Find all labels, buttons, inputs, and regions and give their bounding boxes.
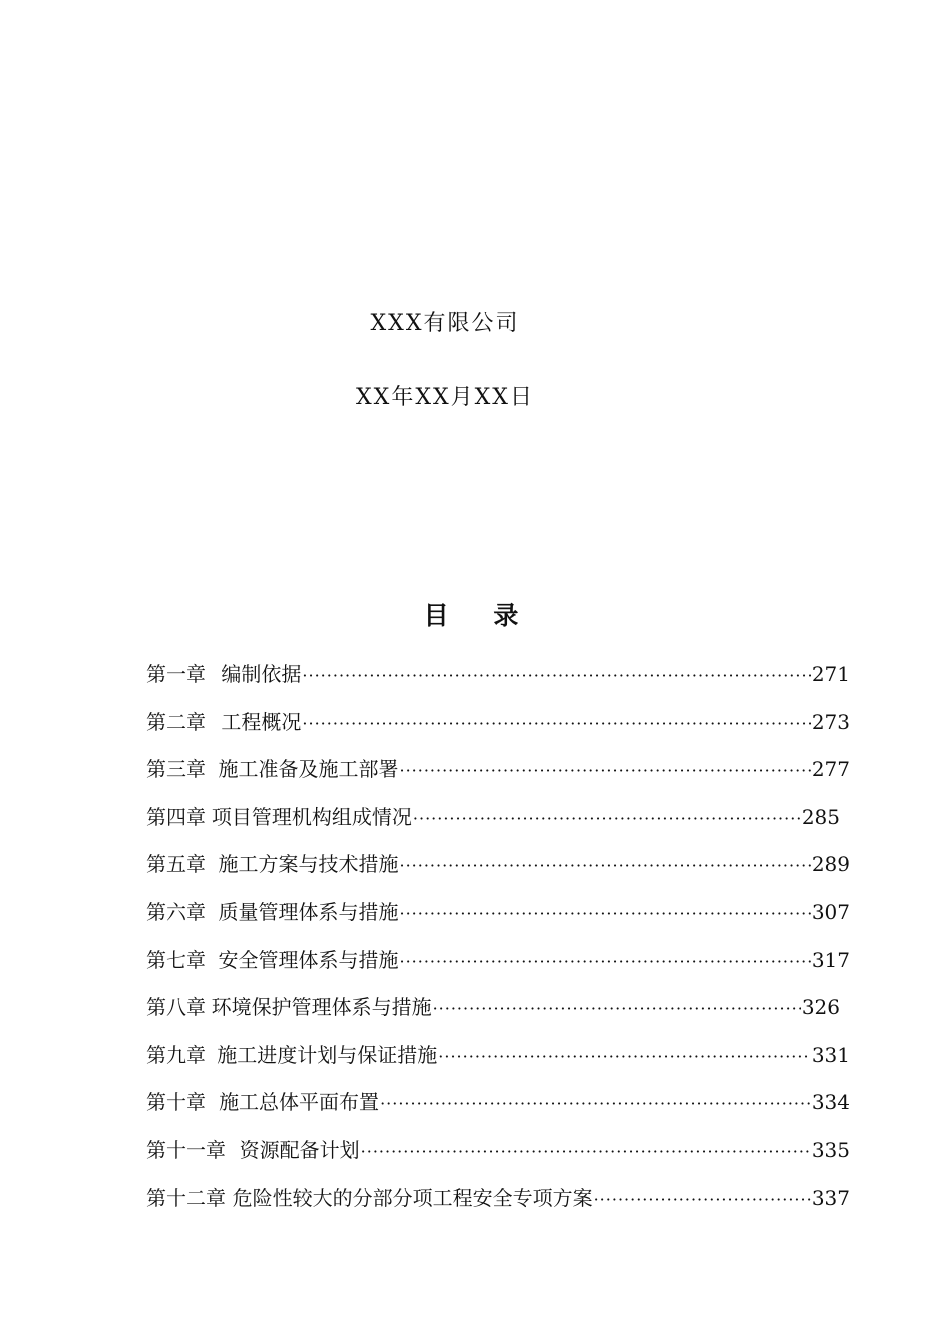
toc-entry[interactable] — [146, 1134, 850, 1182]
toc-chapter-number: 第七章 — [146, 947, 206, 972]
toc-page-number: 334 — [811, 1090, 850, 1115]
toc-page-number: 307 — [811, 899, 850, 924]
company-name: XXX有限公司 — [370, 311, 520, 336]
toc-chapter-number: 第六章 — [146, 899, 206, 924]
toc-title: 目 录 — [423, 601, 537, 630]
toc-entry[interactable] — [146, 658, 850, 706]
toc-page-number: 285 — [801, 804, 840, 829]
toc-entry[interactable] — [146, 848, 850, 896]
toc-entry[interactable] — [146, 1039, 850, 1087]
toc-entry[interactable] — [146, 1182, 850, 1230]
toc-entry[interactable] — [146, 753, 850, 801]
toc-entry[interactable] — [146, 801, 840, 849]
toc-chapter-number: 第九章 — [146, 1042, 206, 1067]
toc-chapter-title: 施工总体平面布置 — [219, 1090, 380, 1115]
dot-leader — [380, 1094, 811, 1113]
toc-chapter-number: 第十二章 — [146, 1185, 226, 1210]
toc-chapter-title: 编制依据 — [221, 662, 302, 686]
toc-entry[interactable] — [146, 944, 850, 992]
table-of-contents — [146, 658, 850, 1229]
dot-leader — [399, 904, 810, 923]
toc-page-number: 317 — [811, 947, 850, 972]
toc-chapter-number: 第一章 — [146, 662, 206, 686]
toc-chapter-title: 危险性较大的分部分项工程安全专项方案 — [232, 1185, 593, 1210]
dot-leader — [399, 952, 810, 971]
toc-chapter-number: 第三章 — [146, 757, 206, 782]
toc-page-number: 335 — [811, 1137, 850, 1162]
dot-leader — [438, 1047, 811, 1066]
toc-page-number: 277 — [811, 757, 850, 782]
document-date: XX年XX月XX日 — [356, 385, 534, 410]
dot-leader — [302, 666, 810, 685]
toc-entry[interactable] — [146, 1086, 850, 1134]
toc-chapter-title: 安全管理体系与措施 — [218, 947, 399, 972]
toc-page-number: 271 — [811, 662, 850, 686]
toc-chapter-number: 第八章 — [146, 995, 206, 1020]
dot-leader — [302, 714, 810, 733]
toc-chapter-title: 施工准备及施工部署 — [218, 757, 399, 782]
toc-chapter-title: 施工方案与技术措施 — [218, 852, 399, 877]
toc-chapter-number: 第二章 — [146, 709, 206, 734]
dot-leader — [594, 1190, 811, 1209]
toc-page-number: 273 — [811, 709, 850, 734]
toc-page-number: 331 — [811, 1042, 850, 1067]
dot-leader — [399, 761, 810, 780]
toc-chapter-title: 工程概况 — [221, 709, 302, 734]
toc-chapter-number: 第五章 — [146, 852, 206, 877]
dot-leader — [361, 1142, 811, 1161]
toc-page-number: 289 — [811, 852, 850, 877]
dot-leader — [399, 856, 810, 875]
toc-chapter-number: 第十一章 — [146, 1137, 226, 1162]
dot-leader — [433, 999, 801, 1018]
toc-chapter-title: 资源配备计划 — [239, 1137, 360, 1162]
toc-entry[interactable] — [146, 896, 850, 944]
toc-page-number: 337 — [811, 1185, 850, 1210]
toc-chapter-title: 项目管理机构组成情况 — [211, 804, 412, 829]
toc-entry[interactable] — [146, 706, 850, 754]
toc-chapter-title: 施工进度计划与保证措施 — [217, 1042, 438, 1067]
toc-chapter-number: 第四章 — [146, 804, 206, 829]
toc-page-number: 326 — [801, 995, 840, 1020]
toc-entry[interactable] — [146, 991, 840, 1039]
toc-chapter-title: 质量管理体系与措施 — [218, 899, 399, 924]
toc-chapter-number: 第十章 — [146, 1090, 206, 1115]
toc-chapter-title: 环境保护管理体系与措施 — [211, 995, 432, 1020]
dot-leader — [413, 809, 801, 828]
